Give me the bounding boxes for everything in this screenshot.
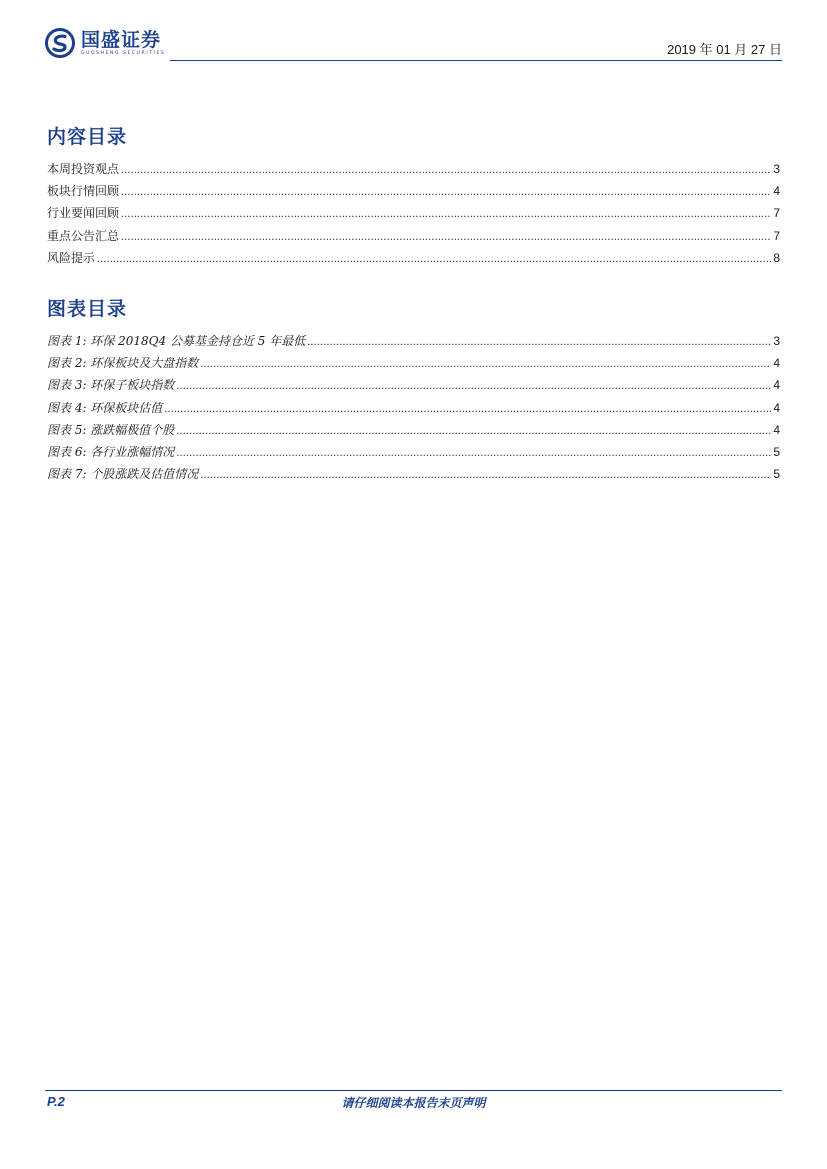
dot-leader bbox=[200, 352, 771, 374]
toc-entry[interactable] bbox=[47, 180, 780, 202]
report-date: 2019 年 01 月 27 日 bbox=[667, 42, 782, 57]
dot-leader bbox=[121, 158, 771, 180]
entry-page-number: 3 bbox=[773, 334, 780, 348]
entry-page-number: 5 bbox=[773, 467, 780, 482]
entry-page-number: 4 bbox=[773, 422, 780, 437]
figure-entry[interactable] bbox=[47, 441, 780, 463]
entry-label: 本周投资观点 bbox=[47, 162, 120, 176]
figure-entry[interactable] bbox=[47, 397, 780, 419]
company-logo bbox=[45, 26, 165, 60]
logo-subtext: GUOSHENG SECURITIES bbox=[81, 51, 166, 56]
dot-leader bbox=[307, 330, 771, 352]
entry-label: 行业要闻回顾 bbox=[47, 206, 120, 221]
page-number: P.2 bbox=[47, 1094, 65, 1109]
contents-title: 内容目录 bbox=[47, 126, 128, 148]
dot-leader bbox=[200, 463, 771, 485]
entry-label: 板块行情回顾 bbox=[47, 184, 120, 199]
entry-label: 风险提示 bbox=[47, 250, 96, 265]
entry-page-number: 3 bbox=[773, 162, 780, 176]
entry-page-number: 4 bbox=[773, 378, 780, 393]
figures-list bbox=[47, 330, 780, 485]
dot-leader bbox=[176, 374, 771, 396]
entry-label: 图表 3: 环保子板块指数 bbox=[47, 378, 175, 393]
figure-entry[interactable] bbox=[47, 352, 780, 374]
guosheng-logo-icon bbox=[45, 28, 75, 58]
dot-leader bbox=[121, 225, 771, 247]
toc-entry[interactable] bbox=[47, 202, 780, 224]
footer-divider bbox=[45, 1090, 782, 1091]
entry-label: 图表 1: 环保 2018Q4 公募基金持仓近 5 年最低 bbox=[47, 334, 306, 348]
dot-leader bbox=[121, 202, 771, 224]
figure-entry[interactable] bbox=[47, 374, 780, 396]
entry-label: 图表 4: 环保板块估值 bbox=[47, 400, 163, 415]
page-header bbox=[45, 26, 782, 62]
entry-label: 图表 2: 环保板块及大盘指数 bbox=[47, 356, 199, 371]
entry-label: 重点公告汇总 bbox=[47, 228, 120, 243]
dot-leader bbox=[176, 419, 771, 441]
figure-entry[interactable] bbox=[47, 330, 780, 352]
figure-entry[interactable] bbox=[47, 419, 780, 441]
dot-leader bbox=[97, 247, 771, 269]
dot-leader bbox=[164, 397, 771, 419]
entry-label: 图表 7: 个股涨跌及估值情况 bbox=[47, 467, 199, 482]
toc-entry[interactable] bbox=[47, 247, 780, 269]
header-divider bbox=[170, 60, 782, 61]
entry-page-number: 4 bbox=[773, 356, 780, 371]
entry-page-number: 7 bbox=[773, 206, 780, 221]
entry-label: 图表 5: 涨跌幅极值个股 bbox=[47, 422, 175, 437]
entry-label: 图表 6: 各行业涨幅情况 bbox=[47, 444, 175, 459]
toc-entry[interactable] bbox=[47, 225, 780, 247]
entry-page-number: 8 bbox=[773, 250, 780, 265]
dot-leader bbox=[176, 441, 771, 463]
entry-page-number: 5 bbox=[773, 444, 780, 459]
toc-entry[interactable] bbox=[47, 158, 780, 180]
logo-text: 国盛证券 bbox=[81, 29, 162, 51]
figure-entry[interactable] bbox=[47, 463, 780, 485]
entry-page-number: 7 bbox=[773, 228, 780, 243]
entry-page-number: 4 bbox=[773, 400, 780, 415]
dot-leader bbox=[121, 180, 771, 202]
footer-disclaimer: 请仔细阅读本报告末页声明 bbox=[341, 1096, 486, 1110]
contents-list bbox=[47, 158, 780, 269]
entry-page-number: 4 bbox=[773, 184, 780, 199]
figures-title: 图表目录 bbox=[47, 298, 128, 320]
